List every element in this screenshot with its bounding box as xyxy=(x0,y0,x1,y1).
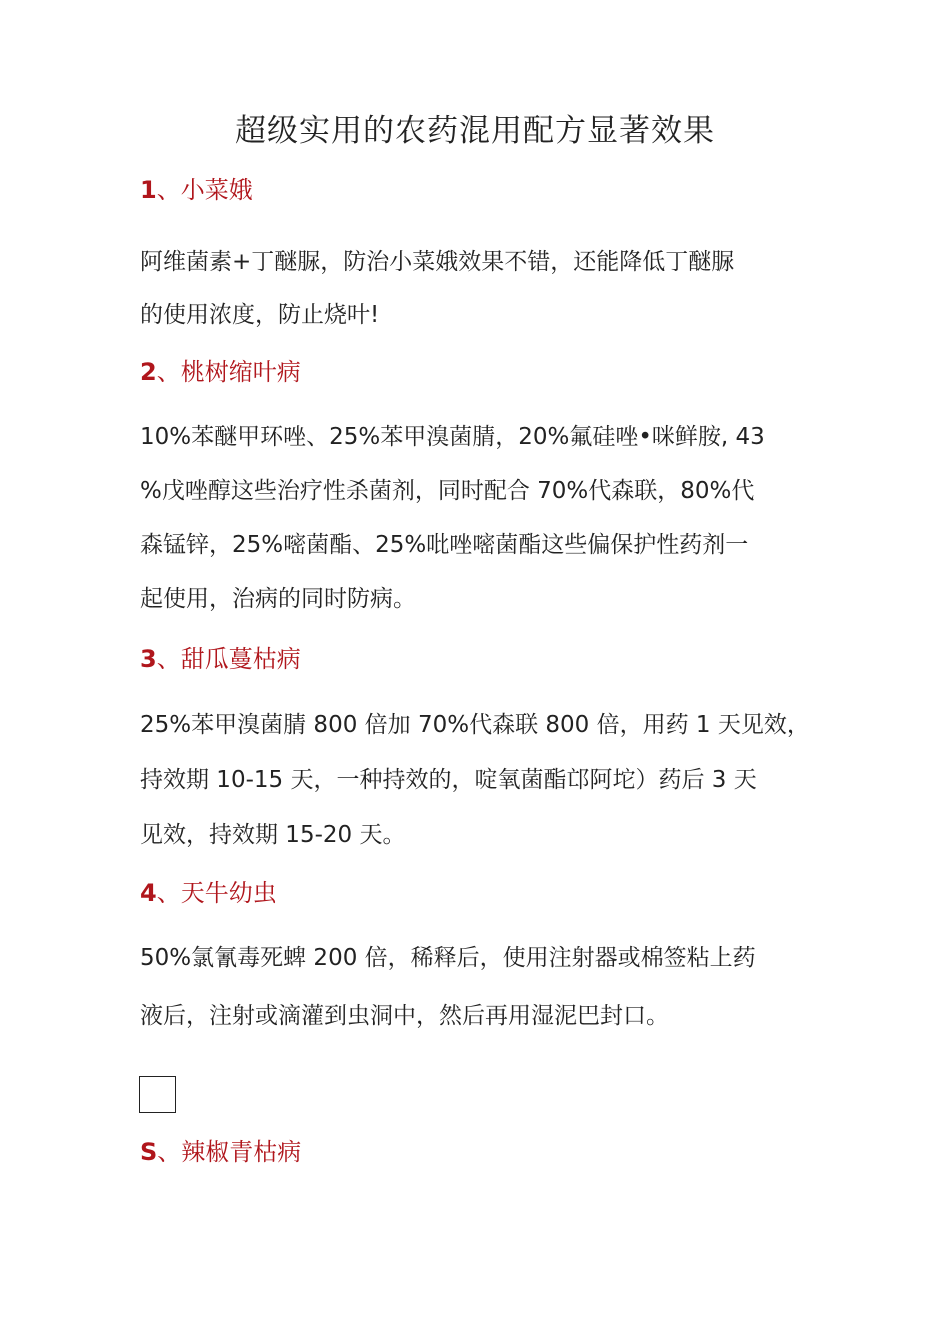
section-separator: 、 xyxy=(156,176,181,204)
section-separator: 、 xyxy=(156,879,181,907)
body-line: 50%氯氰毒死蜱 200 倍，稀释后，使用注射器或棉签粘上药 xyxy=(140,945,756,971)
section-heading-4 xyxy=(140,873,277,908)
section-title: 小菜娥 xyxy=(180,176,253,204)
body-line: 的使用浓度，防止烧叶! xyxy=(140,302,380,328)
section-heading-2 xyxy=(140,352,301,387)
section-heading-1 xyxy=(140,170,253,205)
section-number: 3 xyxy=(140,645,157,673)
body-line: 液后，注射或滴灌到虫洞中，然后再用湿泥巴封口。 xyxy=(140,1003,669,1029)
section-title: 辣椒青枯病 xyxy=(181,1138,302,1166)
section-separator: 、 xyxy=(157,1138,182,1166)
page-title: 超级实用的农药混用配方显著效果 xyxy=(235,113,715,149)
body-line: 起使用，治病的同时防病。 xyxy=(140,586,416,612)
section-title: 桃树缩叶病 xyxy=(180,358,301,386)
body-line: 持效期 10-15 天，一种持效的，啶氧菌酯邙阿坨）药后 3 天 xyxy=(140,767,757,793)
section-number: 2 xyxy=(140,358,157,386)
body-line: 森锰锌，25%嘧菌酯、25%吡唑嘧菌酯这些偏保护性药剂一 xyxy=(140,532,749,558)
section-title: 天牛幼虫 xyxy=(180,879,277,907)
section-heading-3 xyxy=(140,639,301,674)
body-line: 阿维菌素+丁醚脲，防治小菜娥效果不错，还能降低丁醚脲 xyxy=(140,249,735,275)
section-separator: 、 xyxy=(156,358,181,386)
image-placeholder-box xyxy=(139,1076,176,1113)
section-number: S xyxy=(140,1138,158,1166)
section-number: 4 xyxy=(140,879,157,907)
body-line: 见效，持效期 15-20 天。 xyxy=(140,822,406,848)
body-line: 10%苯醚甲环唑、25%苯甲溴菌腈，20%氟硅唑•咪鲜胺, 43 xyxy=(140,424,765,450)
section-separator: 、 xyxy=(156,645,181,673)
body-line: %戊唑醇这些治疗性杀菌剂，同时配合 70%代森联，80%代 xyxy=(140,478,755,504)
section-title: 甜瓜蔓枯病 xyxy=(180,645,301,673)
section-number: 1 xyxy=(140,176,157,204)
body-line: 25%苯甲溴菌腈 800 倍加 70%代森联 800 倍，用药 1 天见效， xyxy=(140,712,810,738)
section-heading-5 xyxy=(140,1132,301,1167)
